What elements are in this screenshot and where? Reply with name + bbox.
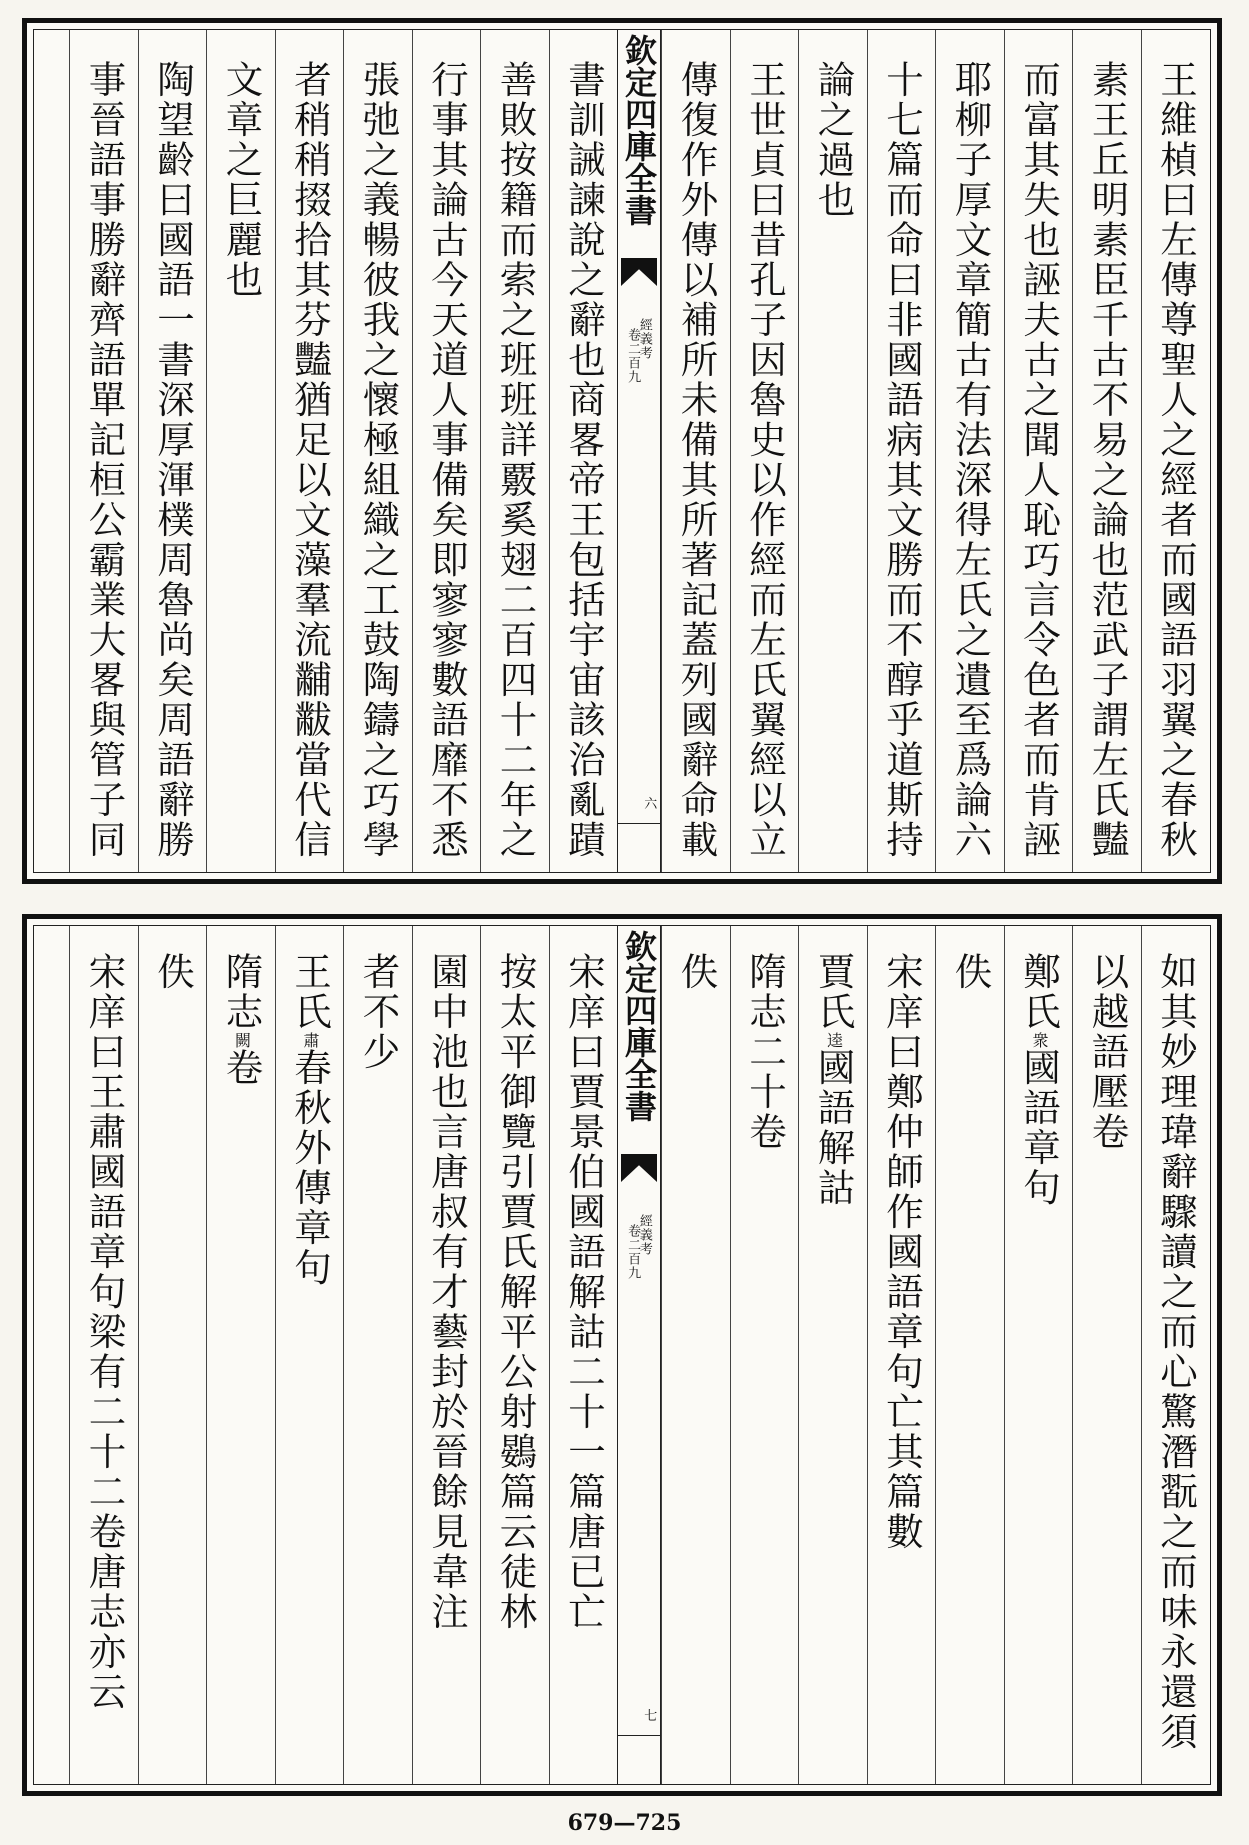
- text-column: [69, 30, 138, 872]
- column-text: 佚: [674, 952, 719, 992]
- text-column: [798, 926, 867, 1784]
- entry-heading: 賈氏: [811, 952, 856, 1032]
- text-column: [69, 926, 138, 1784]
- column-text: 佚: [948, 952, 993, 992]
- text-column: [206, 30, 275, 872]
- column-text: 者稍稍掇拾其芬豔猶足以文藻羣流黼黻當代信: [288, 60, 332, 860]
- column-text: 王維楨曰左傳尊聖人之經者而國語羽翼之春秋: [1154, 60, 1198, 860]
- annotation-note: 逵: [824, 1032, 844, 1048]
- fishtail-mark: [621, 258, 657, 286]
- column-text: [219, 952, 264, 1088]
- column-text: 傳復作外傳以補所未備其所著記蓋列國辭命載: [674, 60, 719, 860]
- leaf-number: 六: [644, 797, 658, 812]
- fold-bottom-rule: [618, 1735, 660, 1736]
- plate-number: 679—725: [567, 1810, 682, 1836]
- text-column: [1072, 926, 1141, 1784]
- text-column: [1141, 30, 1210, 872]
- text-column: [343, 926, 412, 1784]
- column-text: 文章之巨麗也: [219, 60, 264, 300]
- fold-column: [617, 30, 661, 872]
- annotation-note: 肅: [301, 1032, 320, 1048]
- column-text: 宋庠曰王肅國語章句梁有二十二卷唐志亦云: [82, 952, 127, 1712]
- text-column: [206, 926, 275, 1784]
- column-text: 者不少: [356, 952, 401, 1072]
- entry-heading: 鄭氏: [1017, 952, 1061, 1032]
- column-text: 隋志二十卷: [743, 952, 787, 1152]
- page-frame: [33, 925, 1211, 1785]
- column-text: 事晉語事勝辭齊語單記桓公霸業大畧與管子同: [82, 60, 127, 860]
- column-text: 善敗按籍而索之班班詳覈奚翅二百四十二年之: [493, 60, 538, 860]
- text-column: [343, 30, 412, 872]
- fishtail-mark: [621, 1154, 657, 1182]
- text-column: [1004, 926, 1073, 1784]
- entry-title: 國語章句: [1017, 1048, 1061, 1208]
- text-column: [275, 30, 344, 872]
- text-column: [730, 30, 799, 872]
- fold-bottom-rule: [618, 823, 660, 824]
- column-text: 佚: [151, 952, 195, 992]
- text-column: [275, 926, 344, 1784]
- text-column: [549, 30, 618, 872]
- column-text: 宋庠曰賈景伯國語解詁二十一篇唐已亡: [562, 952, 606, 1632]
- text-column: [935, 926, 1004, 1784]
- entry-title: 國語解詁: [811, 1048, 856, 1208]
- column-text: [288, 952, 332, 1288]
- text-column: [412, 30, 481, 872]
- column-text: 張弛之義暢彼我之懷極組織之工鼓陶鑄之巧學: [356, 60, 401, 860]
- fold-column: [617, 926, 661, 1784]
- entry-heading: 隋志: [219, 952, 264, 1032]
- text-column: [730, 926, 799, 1784]
- column-text: 以越語壓卷: [1085, 952, 1130, 1152]
- text-column: [867, 926, 936, 1784]
- document-page-bottom: [22, 914, 1222, 1796]
- volume-number: 卷二百九: [625, 1224, 641, 1280]
- document-page-top: [22, 18, 1222, 884]
- text-column: [661, 926, 730, 1784]
- library-title: 欽定四庫全書: [620, 930, 658, 1122]
- text-column: [1004, 30, 1073, 872]
- column-text: [811, 952, 856, 1208]
- column-text: 園中池也言唐叔有才藝封於晉餘見韋注: [425, 952, 469, 1632]
- column-text: 而富其失也誣夫古之聞人恥巧言令色者而肯誣: [1017, 60, 1061, 860]
- column-text: 耶柳子厚文章簡古有法深得左氏之遺至爲論六: [948, 60, 993, 860]
- text-column: [412, 926, 481, 1784]
- column-text: [1017, 952, 1061, 1208]
- text-column: [661, 30, 730, 872]
- entry-title: 春秋外傳章句: [288, 1048, 332, 1288]
- annotation-note: 闕: [232, 1032, 252, 1048]
- text-column: [480, 30, 549, 872]
- book-title: 經義考: [636, 1214, 652, 1256]
- text-column: [138, 30, 207, 872]
- text-column: [480, 926, 549, 1784]
- column-text: 書訓誡諫說之辭也商畧帝王包括宇宙該治亂蹟: [562, 60, 606, 860]
- column-text: 如其妙理瑋辭驟讀之而心驚潛翫之而味永還須: [1154, 952, 1198, 1752]
- book-title: 經義考: [636, 318, 652, 360]
- column-text: 十七篇而命曰非國語病其文勝而不醇乎道斯持: [880, 60, 924, 860]
- column-text: 按太平御覽引賈氏解平公射鷃篇云徒林: [493, 952, 538, 1632]
- entry-title: 卷: [219, 1048, 264, 1088]
- annotation-note: 衆: [1030, 1032, 1049, 1048]
- column-text: 素王丘明素臣千古不易之論也范武子謂左氏豔: [1085, 60, 1130, 860]
- text-column: [138, 926, 207, 1784]
- volume-number: 卷二百九: [625, 328, 641, 384]
- text-column: [1072, 30, 1141, 872]
- column-text: 宋庠曰鄭仲師作國語章句亡其篇數: [880, 952, 924, 1552]
- leaf-number: 七: [644, 1709, 658, 1724]
- text-column: [935, 30, 1004, 872]
- text-column: [798, 30, 867, 872]
- column-text: 行事其論古今天道人事備矣即寥寥數語靡不悉: [425, 60, 469, 860]
- page-frame: [33, 29, 1211, 873]
- text-column: [1141, 926, 1210, 1784]
- column-text: 陶望齡曰國語一書深厚渾樸周魯尚矣周語辭勝: [151, 60, 195, 860]
- column-text: 論之過也: [811, 60, 856, 220]
- column-text: 王世貞曰昔孔子因魯史以作經而左氏翼經以立: [743, 60, 787, 860]
- text-column: [867, 30, 936, 872]
- library-title: 欽定四庫全書: [620, 34, 658, 226]
- entry-heading: 王氏: [288, 952, 332, 1032]
- text-column: [549, 926, 618, 1784]
